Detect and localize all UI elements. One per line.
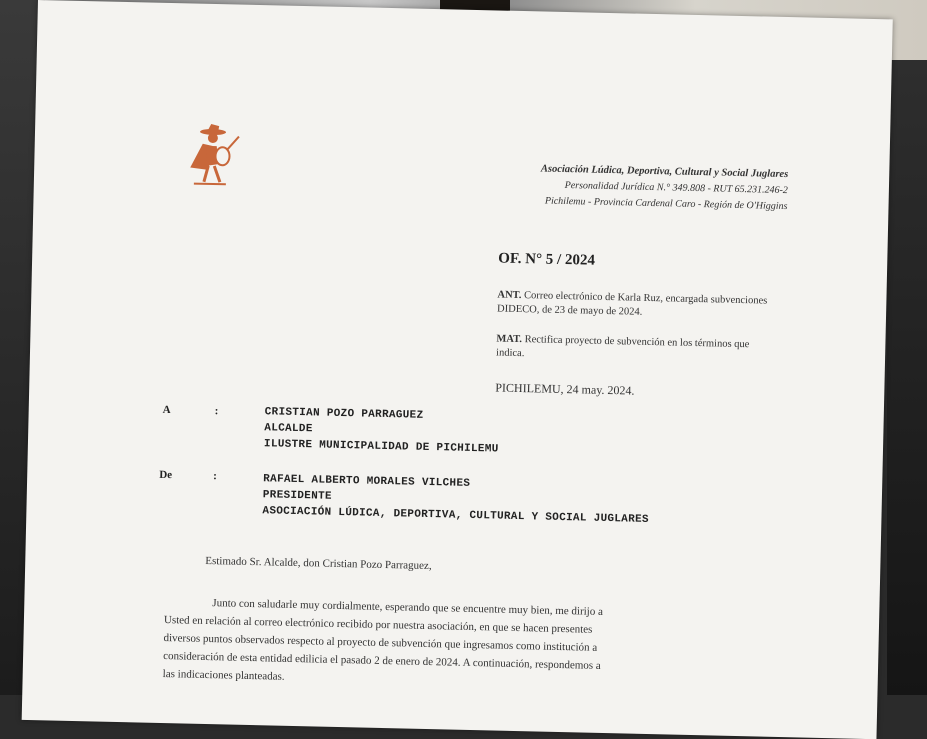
mat-text: Rectifica proyecto de subvención en los términos que indica.	[495, 334, 750, 360]
location-line: Pichilemu - Provincia Cardenal Caro - Región de O'Higgins	[544, 195, 788, 213]
to-line: ILUSTRE MUNICIPALIDAD DE PICHILEMU	[263, 438, 499, 456]
from-colon: :	[213, 470, 218, 483]
to-colon: :	[214, 405, 219, 418]
from-line: ASOCIACIÓN LÚDICA, DEPORTIVA, CULTURAL Y SOCIAL JUGLARES	[262, 505, 649, 526]
juglar-logo-icon	[182, 121, 244, 192]
body-line: diversos puntos observados respecto al proyecto de subvención que ingresamos como institución a	[163, 632, 598, 654]
body-line: las indicaciones planteadas.	[162, 668, 285, 683]
letter-body	[163, 593, 865, 699]
to-address	[264, 404, 500, 457]
letter-paper	[22, 0, 893, 739]
org-name: Asociación Lúdica, Deportiva, Cultural y Social Juglares	[540, 163, 789, 181]
ant-text: Correo electrónico de Karla Ruz, encargada subvenciones DIDECO, de 23 de mayo de 2024.	[496, 290, 768, 318]
body-line: consideración de esta entidad edilicia el pasado 2 de enero de 2024. A continuación, respondemos a	[163, 650, 601, 672]
body-line: Usted en relación al correo electrónico recibido por nuestra asociación, en que se hacen presentes	[163, 614, 593, 636]
mat-label: MAT.	[496, 333, 523, 346]
mat-block	[496, 332, 777, 366]
letterhead	[487, 162, 788, 212]
from-line: PRESIDENTE	[262, 489, 332, 503]
to-line: CRISTIAN POZO PARRAGUEZ	[264, 406, 424, 422]
from-address	[262, 471, 649, 528]
to-label: A	[162, 403, 171, 417]
ant-label: ANT.	[497, 289, 522, 302]
legal-line: Personalidad Jurídica N.° 349.808 - RUT 65.231.246-2	[564, 179, 788, 197]
document-date: PICHILEMU, 24 may. 2024.	[495, 380, 635, 398]
body-line: Junto con saludarle muy cordialmente, esperando que se encuentre muy bien, me dirijo a	[212, 597, 604, 618]
from-line: RAFAEL ALBERTO MORALES VILCHES	[263, 473, 471, 490]
to-line: ALCALDE	[264, 422, 313, 436]
greeting: Estimado Sr. Alcalde, don Cristian Pozo Parraguez,	[205, 554, 432, 573]
document-number: OF. N° 5 / 2024	[498, 250, 596, 269]
background-right	[887, 60, 927, 695]
ant-block	[497, 289, 778, 323]
from-label: De	[159, 468, 173, 482]
